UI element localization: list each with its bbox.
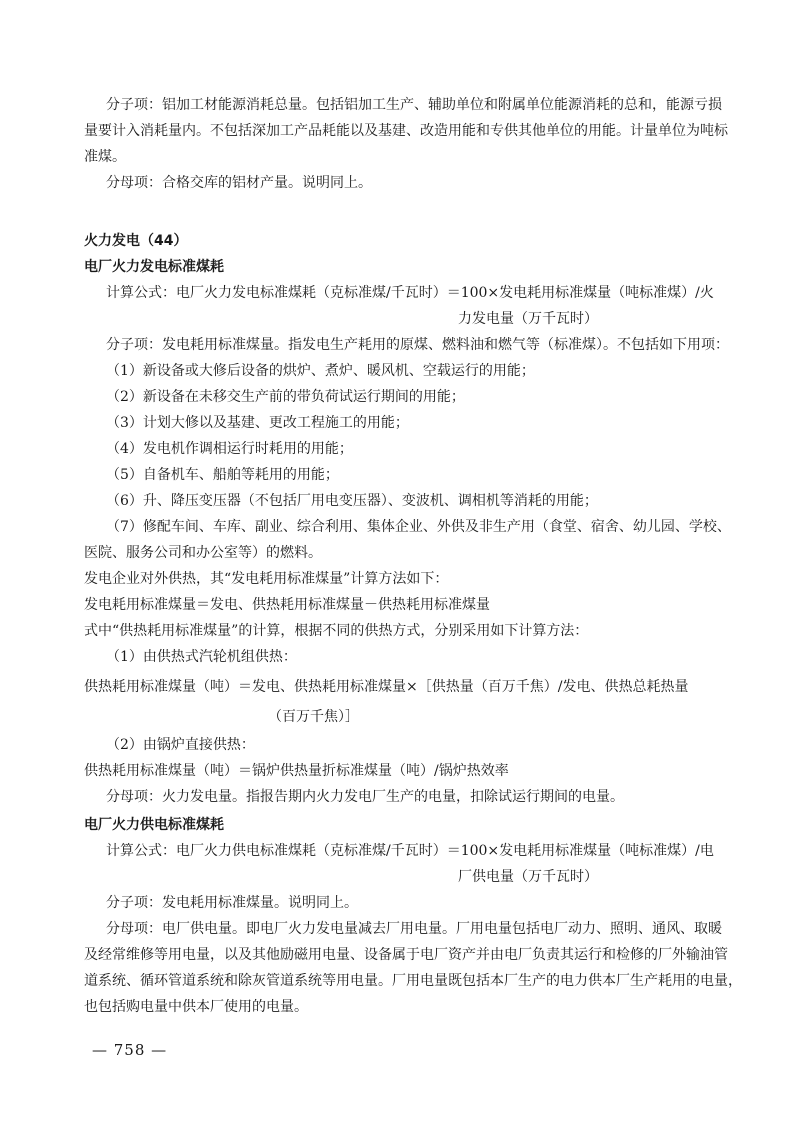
paragraph-line: 分母项：电厂供电量。即电厂火力发电量减去厂用电量。厂用电量包括电厂动力、照明、通风、取暖	[106, 921, 722, 937]
list-item-continuation: 医院、服务公司和办公室等）的燃料。	[84, 545, 322, 561]
paragraph-line: 分母项：合格交库的铝材产量。说明同上。	[106, 175, 372, 191]
formula-continuation: （百万千焦）］	[268, 709, 359, 725]
list-item: （1）新设备或大修后设备的烘炉、煮炉、暖风机、空载运行的用能；	[106, 363, 535, 379]
paragraph-line: 式中“供热耗用标准煤量”的计算，根据不同的供热方式，分别采用如下计算方法：	[84, 623, 589, 639]
paragraph-line: 也包括购电量中供本厂使用的电量。	[84, 999, 308, 1015]
formula-line: 计算公式：电厂火力发电标准煤耗（克标准煤/千瓦时）＝100×发电耗用标准煤量（吨标准煤）/火	[106, 285, 714, 301]
formula-line: 供热耗用标准煤量（吨）＝发电、供热耗用标准煤量×［供热量（百万千焦）/发电、供热总耗热量	[84, 679, 689, 695]
list-item: （4）发电机作调相运行时耗用的用能；	[106, 441, 353, 457]
paragraph-line: 分母项：火力发电量。指报告期内火力发电厂生产的电量，扣除试运行期间的电量。	[106, 789, 624, 805]
formula-line: 供热耗用标准煤量（吨）＝锅炉供热量折标准煤量（吨）/锅炉热效率	[84, 763, 509, 779]
list-item: （1）由供热式汽轮机组供热：	[106, 649, 297, 665]
section-heading: 火力发电（44）	[84, 233, 188, 249]
paragraph-line: 分子项：发电耗用标准煤量。指发电生产耗用的原煤、燃料油和燃气等（标准煤）。不包括如下用项：	[106, 337, 729, 353]
list-item: （7）修配车间、车库、副业、综合利用、集体企业、外供及非生产用（食堂、宿舍、幼儿园、学校、	[106, 519, 731, 535]
list-item: （3）计划大修以及基建、更改工程施工的用能；	[106, 415, 409, 431]
list-item: （5）自备机车、船舶等耗用的用能；	[106, 467, 339, 483]
formula-continuation: 力发电量（万千瓦时）	[458, 311, 598, 327]
list-item: （2）新设备在未移交生产前的带负荷试运行期间的用能；	[106, 389, 465, 405]
list-item: （2）由锅炉直接供热：	[106, 737, 255, 753]
paragraph-line: 发电企业对外供热，其“发电耗用标准煤量”计算方法如下：	[84, 571, 449, 587]
list-item: （6）升、降压变压器（不包括厂用电变压器）、变波机、调相机等消耗的用能；	[106, 493, 598, 509]
formula-continuation: 厂供电量（万千瓦时）	[458, 869, 598, 885]
paragraph-line: 分子项：铝加工材能源消耗总量。包括铝加工生产、辅助单位和附属单位能源消耗的总和，能源亏损	[106, 97, 722, 113]
page-number: — 758 —	[92, 1041, 168, 1059]
formula-line: 计算公式：电厂火力供电标准煤耗（克标准煤/千瓦时）＝100×发电耗用标准煤量（吨标准煤）/电	[106, 843, 714, 859]
paragraph-line: 及经常维修等用电量，以及其他励磁用电量、设备属于电厂资产并由电厂负责其运行和检修的厂外输油管	[84, 947, 728, 963]
formula-line: 发电耗用标准煤量＝发电、供热耗用标准煤量－供热耗用标准煤量	[84, 597, 490, 613]
paragraph-line: 准煤。	[84, 149, 126, 165]
subsection-heading: 电厂火力供电标准煤耗	[84, 817, 224, 833]
subsection-heading: 电厂火力发电标准煤耗	[84, 259, 224, 275]
paragraph-line: 分子项：发电耗用标准煤量。说明同上。	[106, 895, 358, 911]
paragraph-line: 道系统、循环管道系统和除灰管道系统等用电量。厂用电量既包括本厂生产的电力供本厂生产耗用的电量，	[84, 973, 742, 989]
paragraph-line: 量要计入消耗量内。不包括深加工产品耗能以及基建、改造用能和专供其他单位的用能。计量单位为吨标	[84, 123, 728, 139]
